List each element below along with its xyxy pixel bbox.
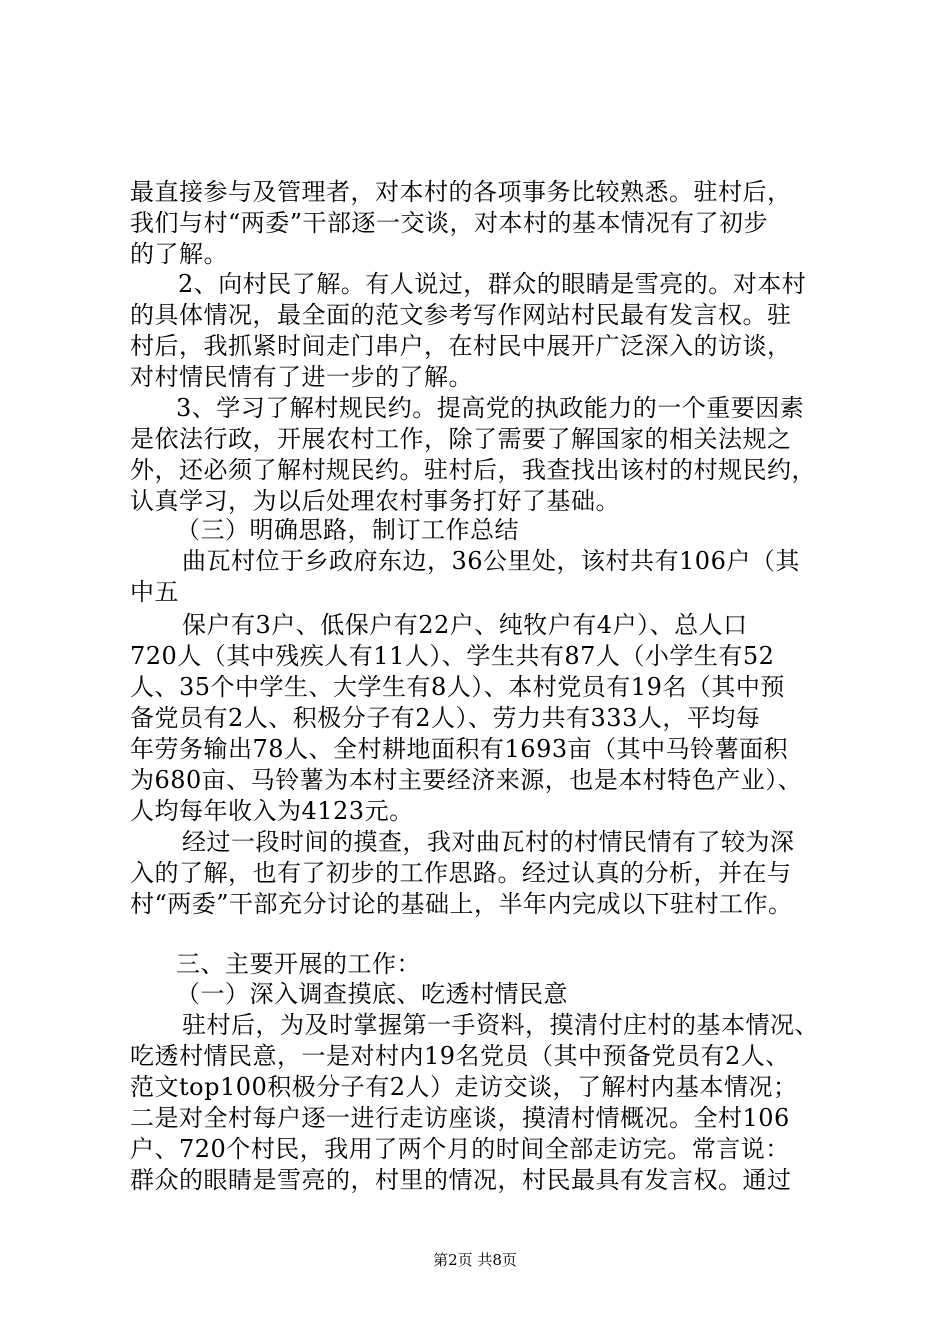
- text-line: 对村情民情有了进一步的了解。: [130, 363, 473, 391]
- text-line: 外，还必须了解村规民约。驻村后，我查找出该村的村规民约，: [130, 456, 816, 484]
- text-line: 我们与村“两委”干部逐一交谈，对本村的基本情况有了初步: [130, 209, 769, 237]
- text-line: 村后，我抓紧时间走门串户，在村民中展开广泛深入的访谈，: [130, 332, 792, 360]
- text-line: 是依法行政，开展农村工作，除了需要了解国家的相关法规之: [130, 425, 792, 453]
- text-line: （三）明确思路，制订工作总结: [176, 516, 519, 544]
- text-line: 2、向村民了解。有人说过，群众的眼睛是雪亮的。对本村: [178, 270, 807, 298]
- text-line: 群众的眼睛是雪亮的，村里的情况，村民最具有发言权。通过: [130, 1166, 792, 1194]
- text-line: 年劳务输出78人、全村耕地面积有1693亩（其中马铃薯面积: [130, 735, 789, 763]
- text-line: 中五: [130, 578, 179, 606]
- text-line: 曲瓦村位于乡政府东边，36公里处，该村共有106户（其: [182, 547, 800, 575]
- text-line: 驻村后，为及时掌握第一手资料，摸清付庄村的基本情况、: [182, 1011, 819, 1039]
- text-line: 人均每年收入为4123元。: [130, 797, 414, 825]
- text-line: 为680亩、马铃薯为本村主要经济来源，也是本村特色产业）、: [130, 766, 803, 794]
- text-line: 二是对全村每户逐一进行走访座谈，摸清村情概况。全村106: [130, 1104, 790, 1132]
- text-line: 认真学习，为以后处理农村事务打好了基础。: [130, 487, 620, 515]
- text-line: 经过一段时间的摸查，我对曲瓦村的村情民情有了较为深: [182, 828, 795, 856]
- text-line: 范文top100积极分子有2人）走访交谈，了解村内基本情况；: [130, 1073, 798, 1101]
- text-line: 吃透村情民意，一是对村内19名党员（其中预备党员有2人、: [130, 1042, 790, 1070]
- text-line: 三、主要开展的工作：: [176, 950, 421, 978]
- text-line: 人、35个中学生、大学生有8人）、本村党员有19名（其中预: [130, 673, 785, 701]
- text-line: 入的了解，也有了初步的工作思路。经过认真的分析，并在与: [130, 859, 792, 887]
- text-line: 村“两委”干部充分讨论的基础上，半年内完成以下驻村工作。: [130, 890, 793, 918]
- text-line: 最直接参与及管理者，对本村的各项事务比较熟悉。驻村后，: [130, 178, 792, 206]
- text-line: 720人（其中残疾人有11人）、学生共有87人（小学生有52: [130, 642, 775, 670]
- text-line: 的了解。: [130, 240, 228, 268]
- text-line: 户、720个村民，我用了两个月的时间全部走访完。常言说：: [130, 1135, 790, 1163]
- text-line: 的具体情况，最全面的范文参考写作网站村民最有发言权。驻: [130, 301, 792, 329]
- text-line: 保户有3户、低保户有22户、纯牧户有4户）、总人口: [182, 611, 748, 639]
- text-line: 备党员有2人、积极分子有2人）、劳力共有333人，平均每: [130, 704, 761, 732]
- text-line: （一）深入调查摸底、吃透村情民意: [176, 980, 568, 1008]
- page-footer: 第2页 共8页: [433, 1251, 517, 1269]
- text-line: 3、学习了解村规民约。提高党的执政能力的一个重要因素: [176, 394, 805, 422]
